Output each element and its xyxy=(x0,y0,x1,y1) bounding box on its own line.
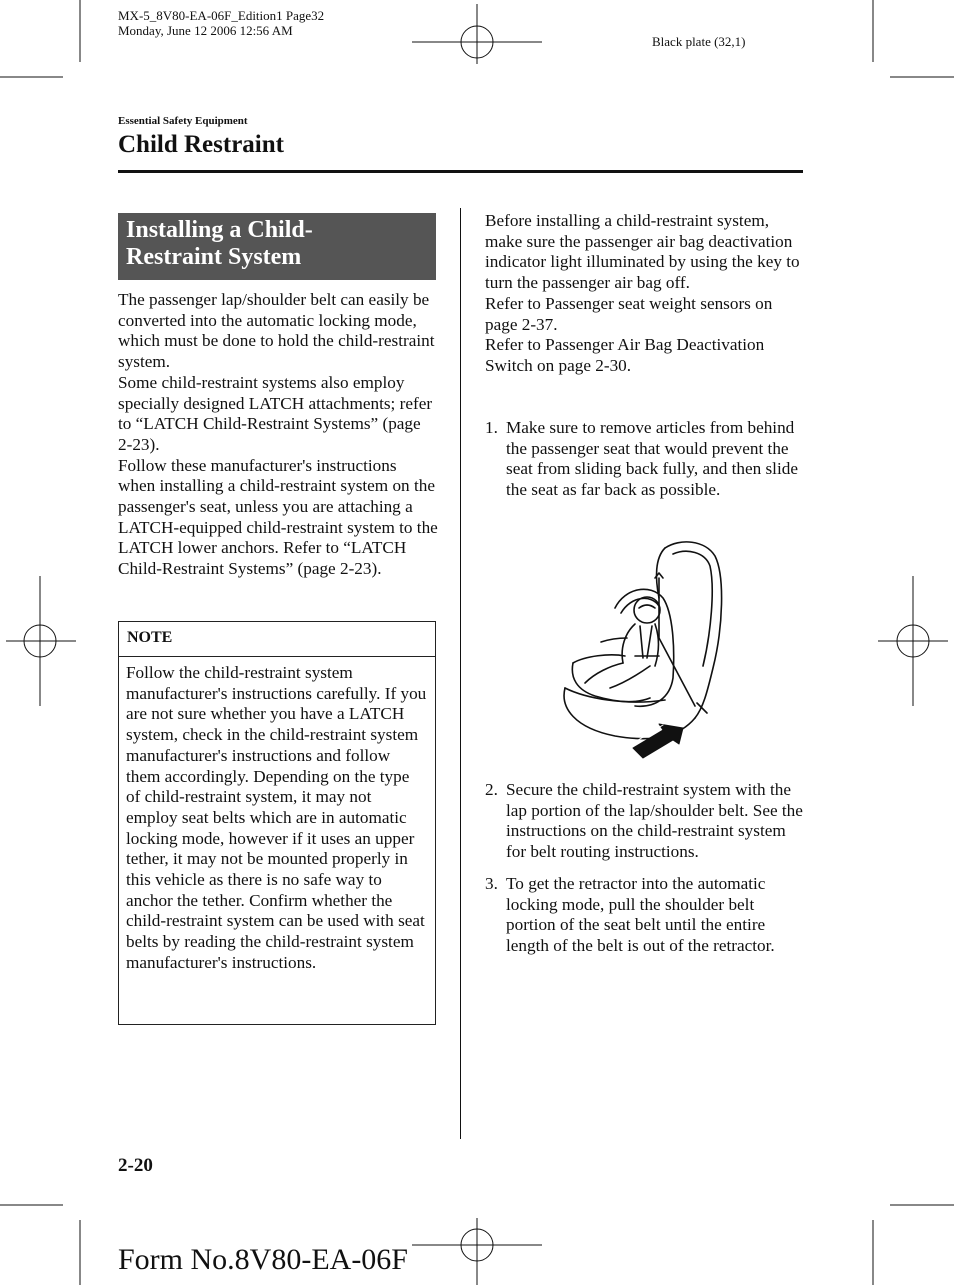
column-divider xyxy=(460,208,461,1139)
list-item xyxy=(485,874,807,957)
file-info-line1: MX-5_8V80-EA-06F_Edition1 Page32 xyxy=(118,8,325,23)
right-intro xyxy=(485,211,807,377)
child-seat-illustration xyxy=(555,538,730,758)
file-info-line2: Monday, June 12 2006 12:56 AM xyxy=(118,23,293,38)
note-text: Follow the child-restraint system manufacturer's instructions carefully. If you are not sure whether you have a LATCH system, check in the child-restraint system manufacturer's instructions and follow them accordingly. Depending on the type of child-restraint system, it may not employ seat belts which are in automatic locking mode, however if it uses an upper tether, it may not be mounted properly in this vehicle as there is no safe way to anchor the tether. Confirm whether the child-restraint system can be used with seat belts by reading the child-restraint system manufacturer's instructions. xyxy=(126,663,427,972)
step-number: 1. xyxy=(485,418,498,437)
step-list-1 xyxy=(485,418,807,501)
left-body xyxy=(118,290,438,580)
registration-mark-left xyxy=(6,576,76,706)
step-text: Make sure to remove articles from behind the passenger seat that would prevent the seat from sliding back fully, and then slide the seat as far back as possible. xyxy=(506,418,798,500)
note-title: NOTE xyxy=(119,622,435,657)
paragraph: The passenger lap/shoulder belt can easily be converted into the automatic locking mode, which must be done to hold the child-restraint system. xyxy=(118,290,435,372)
form-number: Form No.8V80-EA-06F xyxy=(118,1243,408,1276)
page-title: Child Restraint xyxy=(118,131,284,158)
paragraph: Before installing a child-restraint system, make sure the passenger air bag deactivation indicator light illuminated by using the key to turn the passenger air bag off. xyxy=(485,211,800,293)
list-item xyxy=(485,418,807,501)
step-text: To get the retractor into the automatic locking mode, pull the shoulder belt portion of the seat belt until the entire length of the belt is out of the retractor. xyxy=(506,873,775,955)
step-list-2 xyxy=(485,780,807,957)
step-text: Secure the child-restraint system with the lap portion of the lap/shoulder belt. See the instructions on the child-restraint system for belt routing instructions. xyxy=(506,780,803,862)
title-rule xyxy=(118,170,803,173)
section-heading-line2: Restraint System xyxy=(126,244,302,270)
section-heading xyxy=(118,213,436,280)
section-label: Essential Safety Equipment xyxy=(118,115,248,127)
step-number: 2. xyxy=(485,780,498,799)
page-number: 2-20 xyxy=(118,1155,153,1176)
list-item xyxy=(485,780,807,863)
registration-mark-bottom xyxy=(412,1218,542,1285)
paragraph: Some child-restraint systems also employ specially designed LATCH attachments; refer to “LATCH Child-Restraint Systems” (page 2-23). xyxy=(118,372,433,454)
plate-label: Black plate (32,1) xyxy=(652,34,746,49)
paragraph: Refer to Passenger seat weight sensors on page 2-37. xyxy=(485,293,773,334)
paragraph: Follow these manufacturer's instructions when installing a child-restraint system on the passenger's seat, unless you are attaching a LATCH-equipped child-restraint system to the LATCH lower anchors. Refer to “LATCH Child-Restraint Systems” (page 2-23). xyxy=(118,455,438,579)
step-number: 3. xyxy=(485,873,498,893)
note-box xyxy=(118,621,436,1025)
registration-mark-top xyxy=(412,4,542,64)
section-heading-line1: Installing a Child- xyxy=(126,217,313,243)
file-info xyxy=(118,8,324,38)
registration-mark-right xyxy=(878,576,948,706)
paragraph: Refer to Passenger Air Bag Deactivation Switch on page 2-30. xyxy=(485,335,765,375)
